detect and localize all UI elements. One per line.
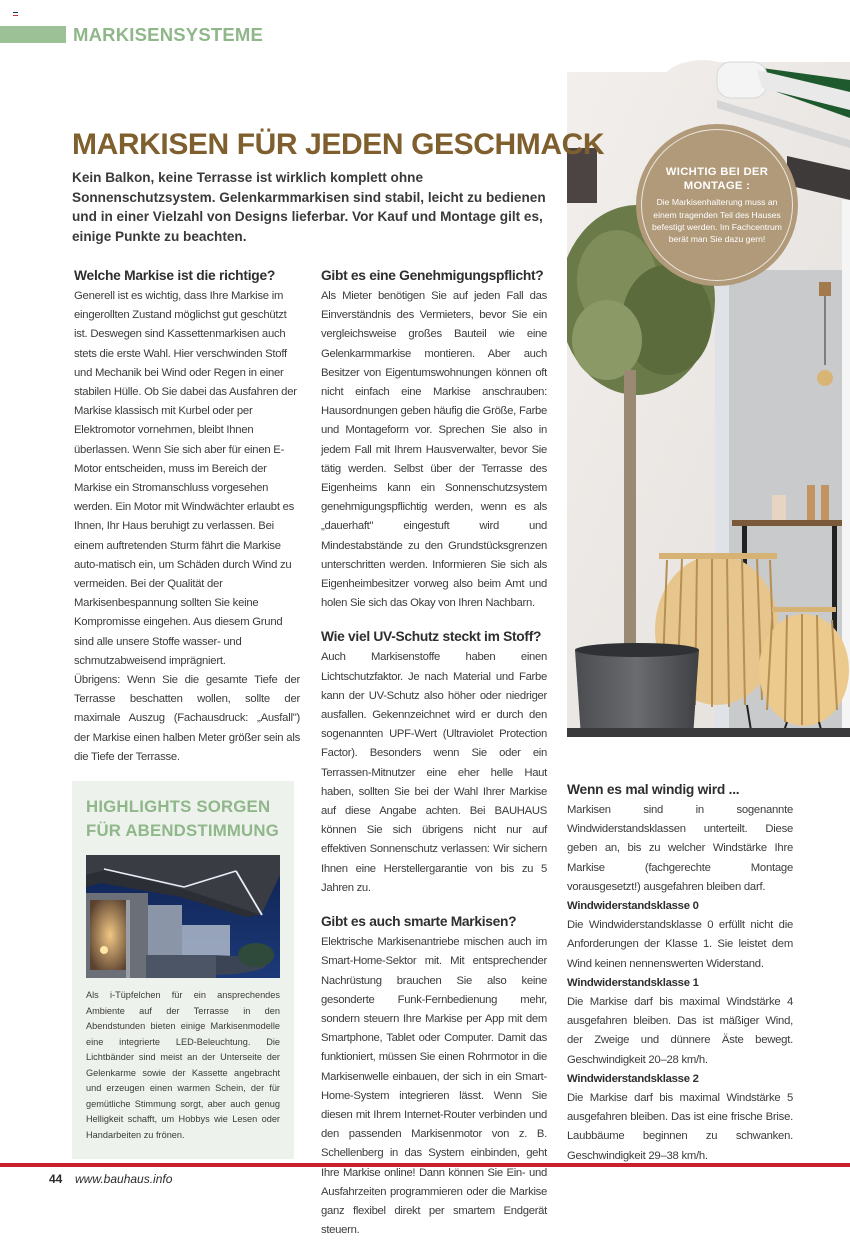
body-paragraph: Als Mieter benötigen Sie auf jeden Fall das Einverständnis des Vermieters, bevor Sie ein vergleichsweise großes Bauteil wie eine Gelenkarmmarkise montieren. Aber auch Besitzer von Eigentumswohnungen können oft nicht einfach eine Markise anschrauben: Hausordnungen geben häufig die Größe, Farbe und Montageform vor. Sprechen Sie also in jedem Fall mit Ihrem Hausverwalter, bevor Sie tätig werden. Selbst über der Terrasse des Eigenheims kann ein Sonnenschutzsystem genehmigungspflichtig werden, wenn es als „dauerhaft" eingestuft wird und Mindestabstände zu den Grundstücksgrenzen unterschritten werden. Informieren Sie sich als Eigenheimbesitzer vorweg also beim Amt und holen Sie sich das Okay von Ihren Nachbarn. xyxy=(321,290,547,610)
page-headline: MARKISEN FÜR JEDEN GESCHMACK xyxy=(72,128,605,161)
section-heading: Wenn es mal windig wird ... xyxy=(567,782,740,797)
highlight-box xyxy=(72,781,294,1159)
section-heading: Gibt es auch smarte Markisen? xyxy=(321,914,517,930)
wind-class-heading: Windwiderstandsklasse 0 xyxy=(567,900,699,913)
body-paragraph: Generell ist es wichtig, dass Ihre Markise im eingerollten Zustand möglichst gut geschützt ist. Deswegen sind Kassettenmarkisen auch stets die erste Wahl. Hier verschwinden Stoff und Mechanik bei Wind oder Regen in einer stabilen Hülle. Ob Sie dabei das Ausfahren der Markise klassisch mit Kurbel oder per Elektromotor vornehmen, bleibt Ihnen überlassen. Wenn Sie sich aber für einen E-Motor entscheiden, muss im Bereich der Markise ein Stromanschluss vorgesehen werden. Ein Motor mit Windwächter erlaubt es Ihnen, Ihr Haus beruhigt zu verlassen. Bei einem auftretenden Sturm fährt die Markise auto-matisch ein, um Schäden durch Wind zu vermeiden. Bei der Qualität der Markisenbespannung sollten Sie keine Kompromisse eingehen. Aus diesem Grund sind alle unsere Stoffe wasser- und schmutzabweisend imprägniert. xyxy=(74,290,297,667)
intro-paragraph: Kein Balkon, keine Terrasse ist wirklich komplett ohne Sonnenschutzsystem. Gelenkarmmarkisen sind stabil, leicht zu bedienen und in einer Vielzahl von Designs lieferbar. Vor Kauf und Montage gilt es, einige Punkte zu beachten. xyxy=(72,170,546,244)
section-title: MARKISENSYSTEME xyxy=(73,24,264,45)
wind-class-text: Die Markise darf bis maximal Windstärke 5 ausgefahren bleiben. Das ist eine frische Brise. Laubbäume beginnen zu schwanken. Geschwindigkeit 29–38 km/h. xyxy=(567,1092,793,1162)
section-heading: Welche Markise ist die richtige? xyxy=(74,268,276,283)
badge-title: WICHTIG BEI DER MONTAGE : xyxy=(665,166,769,192)
highlight-title: HIGHLIGHTS SORGEN FÜR ABENDSTIMMUNG xyxy=(86,797,279,841)
terrace-illustration xyxy=(567,0,850,737)
section-heading: Wie viel UV-Schutz steckt im Stoff? xyxy=(321,629,542,645)
print-registration-mark xyxy=(13,12,18,16)
led-awning-illustration xyxy=(86,855,280,978)
article-column-2 xyxy=(321,266,547,1240)
page-number: 44 xyxy=(49,1172,63,1186)
led-awning-night-photo xyxy=(86,855,280,978)
highlight-text: Als i-Tüpfelchen für ein ansprechendes Ambiente auf der Terrasse in den Abendstunden bieten einige Markisenmodelle eine integrierte LED-Beleuchtung. Die Lichtbänder sind meist an der Unterseite der Gelenkarme sowie der Kassette angebracht und erzeugen einen warmen Schein, der für gemütliche Stimmung sorgt, aber auch genug Helligkeit schafft, um Hobbys wie Lesen oder Handarbeiten zu frönen. xyxy=(86,990,280,1140)
article-column-1 xyxy=(74,266,300,1159)
article-column-3 xyxy=(567,780,793,1166)
section-heading: Gibt es eine Genehmigungspflicht? xyxy=(321,268,544,283)
website-link[interactable]: www.bauhaus.info xyxy=(75,1172,173,1186)
wind-class-text: Die Markise darf bis maximal Windstärke 4 ausgefahren bleiben. Das ist mäßiger Wind, der Zweige und dünnere Äste bewegt. Geschwindigkeit 20–28 km/h. xyxy=(567,996,793,1066)
wind-class-text: Die Windwiderstandsklasse 0 erfüllt nicht die Anforderungen der Klasse 1. Sie leistet dem Wind keinen nennenswerten Widerstand. xyxy=(567,919,793,970)
body-paragraph: Übrigens: Wenn Sie die gesamte Tiefe der Terrasse beschatten wollen, sollte der maximale Auszug (Fachausdruck: „Ausfall") der Markise einen halben Meter größer sein als die Tiefe der Terrasse. xyxy=(74,674,300,763)
wind-class-heading: Windwiderstandsklasse 2 xyxy=(567,1072,699,1085)
section-color-bar xyxy=(0,26,66,43)
badge-text: Die Markisenhalterung muss an einem tragenden Teil des Hauses befestigt werden. Im Fachcentrum berät man Sie dazu gern! xyxy=(652,197,782,245)
wind-class-heading: Windwiderstandsklasse 1 xyxy=(567,976,699,989)
body-paragraph: Auch Markisenstoffe haben einen Lichtschutzfaktor. Je nach Material und Farbe kann der UV-Schutz also höher oder niedriger ausfallen. Gekennzeichnet wird er durch den sogenannten UPF-Wert (Ultraviolet Protection Factor). Besonders wenn Sie oder ein Terrassen-Mitnutzer eine eher helle Haut haben, sollten Sie bei der Wahl Ihrer Markise auf diese Angabe achten. Bei BAUHAUS können Sie sich übrigens nicht nur auf effektiven Sonnenschutz verlassen: Wir sichern Ihnen eine Herstellergarantie von bis zu 5 Jahren zu. xyxy=(321,651,547,894)
montage-tip-badge xyxy=(636,124,798,286)
terrace-photo xyxy=(567,0,850,737)
body-paragraph: Markisen sind in sogenannte Windwiderstandsklassen unterteilt. Diese geben an, bis zu welcher Windstärke Ihre Markise (fachgerechte Montage vorausgesetzt!) ausgefahren bleiben darf. xyxy=(567,804,793,893)
body-paragraph: Elektrische Markisenantriebe mischen auch im Smart-Home-Sektor mit. Mit entsprechender Nachrüstung brauchen Sie also keine gesonderte Funk-Fernbedienung mehr, sondern steuern Ihre Markise per App mit dem Smartphone, Tablet oder Computer. Damit das funktioniert, müssen Sie einen Rohrmotor in die Markisenwelle einbauen, der sich in ein Smart-Home-System integrieren lässt. Wenn Sie diesen mit Ihrem Internet-Router verbinden und den passenden Markisenmotor von z. B. Schellenberg in das System einbinden, geht Ihre Markise online! Dann können Sie Ein- und Ausfahrzeiten programmieren oder die Markise ganz flexibel direkt per smartem Endgerät steuern. xyxy=(321,936,547,1237)
